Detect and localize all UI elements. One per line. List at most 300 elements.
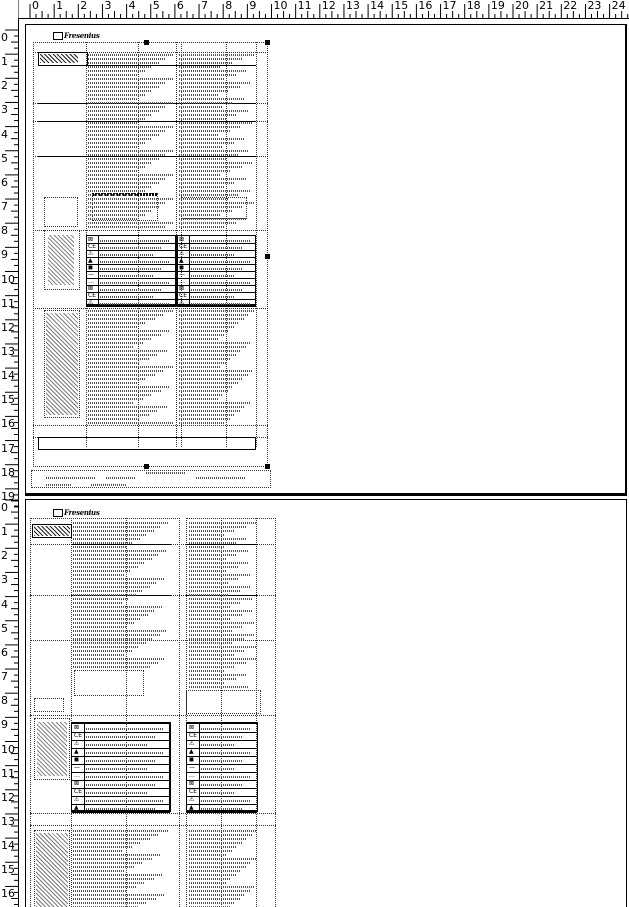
text-line: [189, 662, 246, 664]
text-line: [88, 102, 173, 104]
text-line: [179, 198, 228, 200]
text-line: [189, 658, 257, 660]
symbol-row-divider: [72, 812, 170, 813]
text-line: [88, 354, 158, 356]
symbol-row-divider: [86, 257, 176, 258]
text-line: [73, 858, 152, 860]
text-line: [179, 158, 227, 160]
symbol-icon: ⚠: [189, 796, 195, 803]
text-line: [73, 862, 143, 864]
text-line: [73, 634, 160, 636]
text-line: [179, 402, 250, 404]
footer-row-box[interactable]: [38, 437, 256, 450]
text-line: [73, 882, 145, 884]
symbol-col-divider: [199, 724, 200, 812]
ruler-label: 8: [1, 224, 8, 238]
ruler-label: 1: [1, 525, 8, 539]
symbol-description-line: [100, 261, 170, 263]
symbol-icon: …: [179, 278, 185, 285]
text-line: [73, 554, 159, 556]
horizontal-ruler[interactable]: [0, 0, 629, 19]
symbol-description-line: [100, 296, 154, 298]
footer-text: [106, 477, 136, 479]
ruler-label: 15: [1, 863, 15, 877]
resize-handle-top-right[interactable]: [265, 40, 270, 45]
text-line: [88, 374, 155, 376]
text-line: [88, 318, 155, 320]
symbol-icon: ◼: [179, 264, 184, 271]
symbol-row-divider: [187, 732, 257, 733]
image-placeholder-1[interactable]: [34, 698, 64, 712]
footer-text: [46, 477, 96, 479]
text-line: [179, 82, 251, 84]
text-line: [179, 414, 235, 416]
text-line: [189, 614, 242, 616]
ruler-label: 12: [321, 0, 336, 12]
text-line: [179, 322, 239, 324]
text-line: [179, 114, 237, 116]
symbol-icon: …: [74, 772, 80, 779]
resize-handle-right[interactable]: [265, 254, 270, 259]
symbol-description-line: [86, 736, 156, 738]
text-line: [179, 162, 253, 164]
text-line: [88, 166, 145, 168]
symbol-row-divider: [86, 299, 176, 300]
symbol-icon: ⊠: [74, 724, 80, 731]
text-line: [189, 522, 257, 524]
text-line: [179, 382, 238, 384]
text-line: [179, 378, 243, 380]
text-line: [179, 410, 240, 412]
text-line: [73, 650, 132, 652]
text-line: [88, 150, 173, 152]
ruler-label: 3: [1, 573, 8, 587]
text-line: [179, 134, 219, 136]
symbol-description-line: [201, 768, 235, 770]
text-line: [73, 854, 161, 856]
text-line: [189, 630, 232, 632]
text-line: [73, 642, 146, 644]
text-line: [88, 382, 137, 384]
text-line: [88, 198, 173, 200]
text-line: [179, 222, 236, 224]
ruler-label: 15: [394, 0, 409, 12]
logo-icon: [53, 509, 63, 517]
text-line: [179, 138, 245, 140]
text-line: [88, 126, 173, 128]
ruler-label: 23: [587, 0, 602, 12]
page1-logo: [53, 31, 99, 40]
symbol-icon: ◼: [88, 264, 93, 271]
text-line: [73, 566, 138, 568]
symbol-description-line: [201, 736, 243, 738]
text-line: [88, 370, 164, 372]
ruler-label: 14: [1, 369, 15, 383]
ruler-label: 2: [1, 549, 8, 563]
symbol-icon: ◼: [74, 756, 79, 763]
text-line: [88, 66, 152, 68]
text-line: [179, 94, 218, 96]
report-page-2[interactable]: [25, 499, 627, 907]
symbol-icon: ⊠: [189, 780, 195, 787]
product-label-graphic: [40, 54, 78, 63]
symbol-row-divider: [86, 292, 176, 293]
text-line: [88, 406, 167, 408]
text-line: [88, 202, 166, 204]
text-line: [189, 622, 254, 624]
symbol-description-line: [201, 728, 251, 730]
text-line: [88, 322, 146, 324]
text-line: [73, 894, 165, 896]
ruler-label: 9: [1, 248, 8, 262]
text-line: [88, 186, 152, 188]
ruler-label: 11: [1, 296, 15, 310]
symbol-description-line: [201, 752, 251, 754]
ruler-label: 6: [1, 175, 8, 189]
text-line: [179, 338, 219, 340]
text-line: [179, 210, 232, 212]
text-line: [189, 846, 237, 848]
symbol-icon: —: [88, 271, 94, 278]
symbol-icon: CE: [88, 243, 96, 250]
text-line: [179, 398, 218, 400]
col-sep: [71, 518, 72, 907]
text-line: [189, 542, 236, 544]
text-line: [73, 866, 134, 868]
symbol-icon: —: [74, 764, 80, 771]
text-line: [179, 54, 254, 56]
text-line: [73, 550, 166, 552]
text-line: [189, 902, 235, 904]
ruler-label: 10: [1, 742, 15, 756]
text-line: [73, 830, 168, 832]
symbol-row-divider: [187, 788, 257, 789]
text-line: [179, 226, 225, 228]
image-placeholder-1[interactable]: [44, 197, 78, 227]
text-line: [88, 418, 140, 420]
ruler-label: 14: [370, 0, 385, 12]
text-line: [88, 170, 138, 172]
report-page-1[interactable]: [25, 24, 627, 496]
text-line: [189, 534, 224, 536]
text-line: [88, 206, 159, 208]
text-line: [88, 138, 152, 140]
ruler-label: 13: [1, 344, 15, 358]
symbol-row-divider: [187, 756, 257, 757]
symbol-description-line: [86, 792, 148, 794]
text-line: [189, 638, 244, 640]
symbol-description-line: [86, 760, 156, 762]
symbol-description-line: [86, 776, 164, 778]
text-line: [179, 78, 225, 80]
text-line: [179, 206, 243, 208]
text-line: [189, 882, 226, 884]
symbol-icon: CE: [88, 292, 96, 299]
ruler-label: 17: [1, 441, 15, 455]
rule-line: [186, 544, 258, 545]
text-line: [88, 398, 143, 400]
symbol-icon: …: [88, 278, 94, 285]
ruler-label: 11: [297, 0, 312, 12]
text-line: [73, 890, 127, 892]
ruler-label: 8: [225, 0, 233, 12]
text-line: [73, 846, 132, 848]
text-line: [88, 158, 159, 160]
text-line: [179, 86, 240, 88]
sub-table-right[interactable]: [186, 690, 261, 714]
ruler-label: 0: [1, 501, 8, 514]
text-line: [88, 178, 166, 180]
image-graphic-3: [36, 833, 68, 907]
symbol-icon: ◼: [189, 756, 194, 763]
text-line: [88, 222, 173, 224]
text-line: [189, 862, 251, 864]
ruler-label: 7: [201, 0, 209, 12]
symbol-icon: —: [179, 271, 185, 278]
text-line: [88, 174, 173, 176]
symbol-col-divider: [98, 236, 99, 306]
symbol-row-divider: [187, 796, 257, 797]
symbol-icon: CE: [189, 788, 197, 795]
text-line: [88, 314, 164, 316]
footer-text: [46, 484, 71, 486]
text-line: [88, 110, 159, 112]
text-line: [73, 646, 139, 648]
symbol-row-divider: [72, 764, 170, 765]
text-line: [73, 898, 156, 900]
text-line: [189, 602, 241, 604]
symbol-description-line: [201, 784, 243, 786]
symbol-icon: ▲: [189, 748, 194, 755]
text-line: [73, 878, 154, 880]
text-line: [179, 358, 231, 360]
ruler-label: 8: [1, 694, 8, 708]
image-graphic-2: [37, 722, 67, 776]
symbol-icon: ⚠: [88, 299, 94, 306]
ruler-label: 18: [466, 0, 481, 12]
text-line: [88, 378, 146, 380]
symbol-row-divider: [187, 812, 257, 813]
product-label-graphic: [34, 526, 70, 536]
text-line: [88, 154, 166, 156]
text-line: [179, 66, 221, 68]
text-line: [88, 362, 140, 364]
text-line: [73, 662, 158, 664]
design-canvas[interactable]: [19, 19, 629, 907]
text-line: [88, 402, 134, 404]
ruler-label: 16: [1, 887, 15, 901]
ruler-label: 10: [1, 272, 15, 286]
symbol-icon: ▲: [88, 257, 93, 264]
symbol-icon: ⊠: [179, 236, 185, 243]
symbol-row-divider: [72, 772, 170, 773]
symbol-description-line: [191, 240, 250, 242]
text-line: [73, 534, 147, 536]
symbol-description-line: [100, 289, 162, 291]
text-line: [189, 834, 252, 836]
symbol-icon: ⚠: [74, 796, 80, 803]
symbol-icon: CE: [179, 292, 187, 299]
ruler-label: 5: [1, 151, 8, 165]
sub-table-left[interactable]: [74, 670, 144, 696]
text-line: [179, 318, 244, 320]
text-line: [88, 82, 166, 84]
text-line: [189, 610, 253, 612]
text-line: [179, 362, 226, 364]
text-line: [88, 338, 152, 340]
text-line: [88, 214, 145, 216]
text-line: [73, 522, 168, 524]
rule-line: [71, 544, 171, 545]
text-line: [179, 146, 223, 148]
ruler-label: 4: [128, 0, 136, 12]
text-line: [88, 54, 173, 56]
text-line: [73, 654, 125, 656]
symbol-description-line: [100, 268, 162, 270]
text-line: [179, 218, 247, 220]
text-line: [88, 106, 166, 108]
text-line: [189, 866, 246, 868]
symbol-description-line: [100, 254, 154, 256]
symbol-row-divider: [72, 740, 170, 741]
text-line: [189, 538, 247, 540]
text-line: [88, 162, 152, 164]
text-line: [179, 190, 250, 192]
text-line: [179, 150, 249, 152]
text-line: [73, 886, 136, 888]
text-line: [189, 594, 229, 596]
text-line: [88, 118, 145, 120]
symbol-row-divider: [86, 243, 176, 244]
symbol-description-line: [100, 247, 162, 249]
text-line: [189, 666, 235, 668]
text-line: [189, 858, 256, 860]
ruler-label: 7: [1, 670, 8, 684]
symbol-row-divider: [86, 264, 176, 265]
symbol-description-line: [100, 240, 170, 242]
ruler-label: 5: [152, 0, 160, 12]
text-line: [179, 370, 253, 372]
text-line: [189, 670, 224, 672]
image-graphic-3: [46, 313, 78, 415]
symbol-description-line: [86, 808, 156, 810]
text-line: [179, 182, 235, 184]
text-line: [189, 570, 227, 572]
symbol-description-line: [86, 800, 164, 802]
symbol-description-line: [191, 261, 250, 263]
text-line: [189, 606, 230, 608]
text-line: [189, 682, 225, 684]
text-line: [179, 334, 224, 336]
ruler-label: 17: [442, 0, 457, 12]
text-line: [179, 310, 254, 312]
symbol-icon: ▲: [74, 748, 79, 755]
symbol-row-divider: [72, 756, 170, 757]
text-line: [88, 410, 158, 412]
symbol-icon: CE: [189, 732, 197, 739]
ruler-label: 5: [1, 621, 8, 635]
text-line: [88, 94, 145, 96]
ruler-label: 13: [1, 814, 15, 828]
text-line: [189, 550, 248, 552]
symbol-icon: CE: [74, 788, 82, 795]
text-line: [179, 202, 254, 204]
symbol-description-line: [201, 776, 251, 778]
resize-handle-bottom-right[interactable]: [265, 464, 270, 469]
text-line: [88, 182, 159, 184]
text-line: [73, 666, 151, 668]
row-sep: [30, 640, 276, 641]
text-line: [189, 646, 256, 648]
footer-text: [146, 472, 186, 474]
symbol-row-divider: [187, 764, 257, 765]
symbol-description-line: [201, 760, 243, 762]
symbol-row-divider: [187, 772, 257, 773]
text-line: [189, 650, 245, 652]
text-line: [189, 894, 245, 896]
ruler-label: 1: [1, 55, 8, 69]
symbol-icon: —: [189, 764, 195, 771]
text-line: [189, 886, 255, 888]
ruler-label: 13: [345, 0, 360, 12]
text-line: [189, 574, 250, 576]
text-line: [73, 610, 155, 612]
symbol-row-divider: [187, 748, 257, 749]
symbol-row-divider: [72, 796, 170, 797]
symbol-icon: ▲: [74, 804, 79, 811]
ruler-label: 21: [539, 0, 554, 12]
symbol-description-line: [100, 275, 154, 277]
symbol-row-divider: [86, 250, 176, 251]
text-line: [189, 654, 234, 656]
resize-handle-bottom[interactable]: [144, 464, 149, 469]
symbol-description-line: [201, 800, 251, 802]
text-line: [179, 346, 246, 348]
text-line: [88, 70, 145, 72]
col-sep: [126, 518, 127, 907]
symbol-row-divider: [187, 740, 257, 741]
text-line: [189, 642, 233, 644]
text-line: [179, 174, 220, 176]
ruler-label: 22: [563, 0, 578, 12]
text-line: [179, 214, 221, 216]
text-line: [189, 870, 241, 872]
text-line: [179, 58, 243, 60]
text-line: [73, 838, 150, 840]
text-line: [73, 582, 157, 584]
symbol-description-line: [191, 247, 242, 249]
text-line: [189, 526, 246, 528]
text-line: [189, 874, 236, 876]
ruler-label: 1: [56, 0, 64, 12]
symbol-icon: ⚠: [179, 250, 185, 257]
text-line: [73, 574, 124, 576]
text-line: [179, 126, 241, 128]
text-line: [73, 618, 141, 620]
text-line: [179, 386, 233, 388]
text-line: [189, 566, 238, 568]
symbol-description-line: [191, 303, 250, 305]
vertical-ruler[interactable]: [0, 18, 19, 907]
text-line: [73, 630, 167, 632]
ruler-label: 0: [32, 0, 39, 12]
text-line: [179, 350, 241, 352]
text-line: [189, 582, 228, 584]
resize-handle-top[interactable]: [144, 40, 149, 45]
text-line: [179, 354, 236, 356]
symbol-row-divider: [72, 732, 170, 733]
symbol-icon: CE: [74, 732, 82, 739]
